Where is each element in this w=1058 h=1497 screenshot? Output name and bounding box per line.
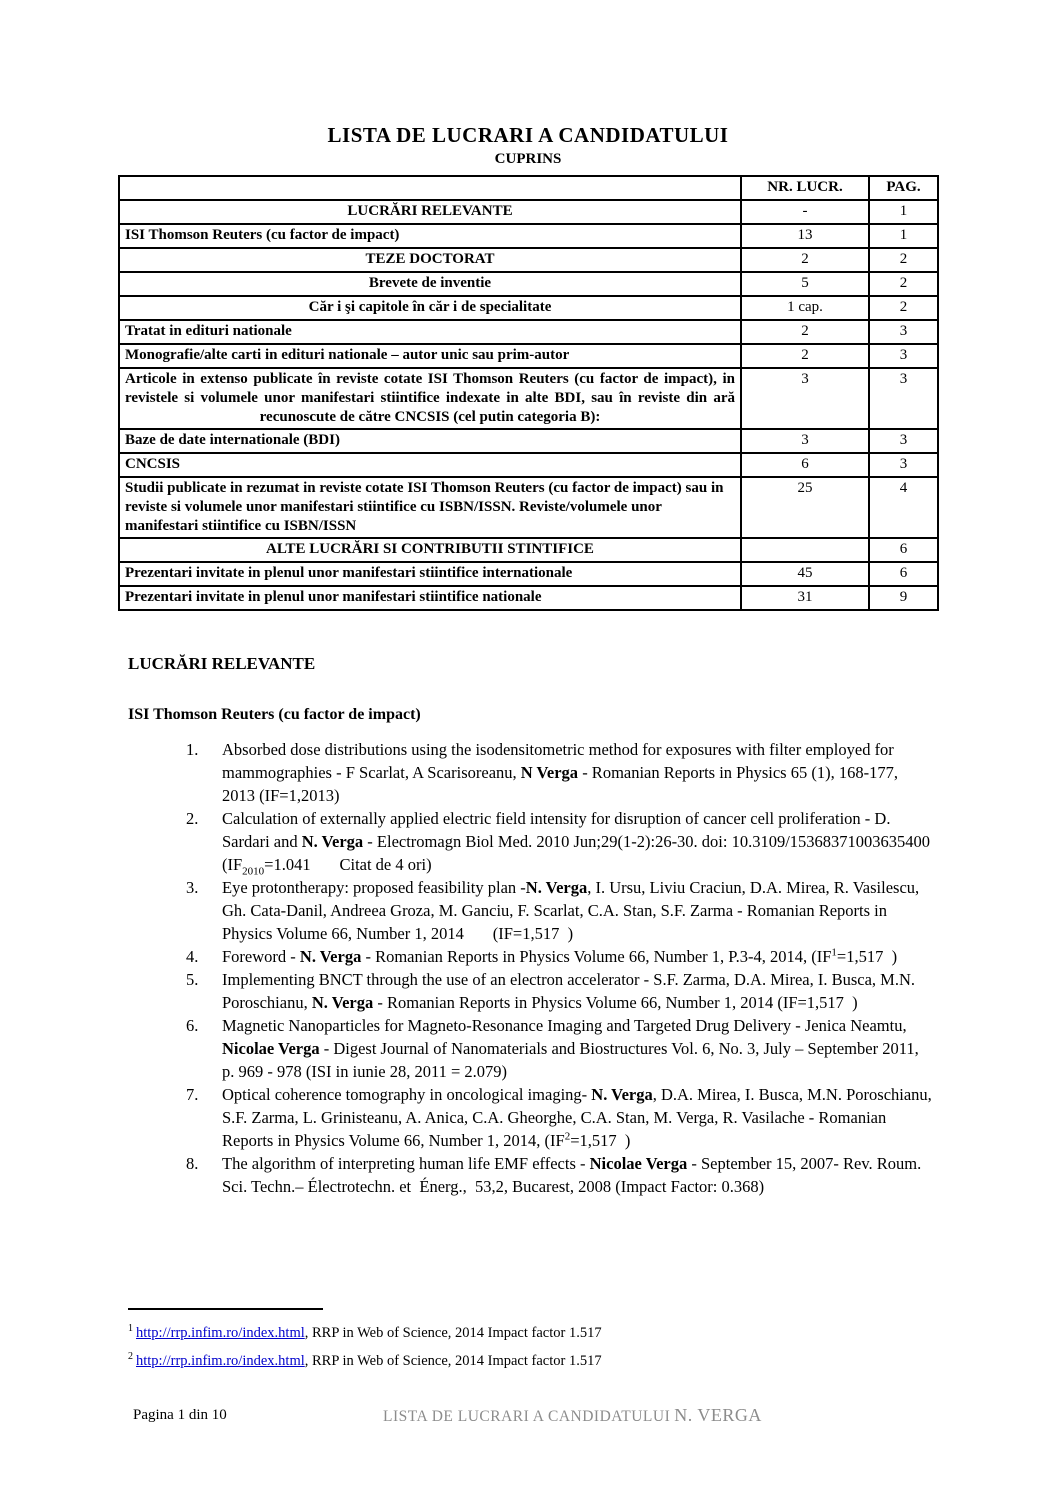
publication-text-segment: - Digest Journal of Nanomaterials and Biostructures Vol. 6, No. 3, July – September 2011, p. 969 - 978 (ISI in iunie 28, 2011 = 2.079) xyxy=(222,1039,923,1081)
contents-table xyxy=(118,175,939,611)
contents-table-row xyxy=(119,344,938,368)
contents-row-pag: 2 xyxy=(869,296,938,320)
contents-table-row xyxy=(119,453,938,477)
publication-text-segment: Calculation of externally applied electric field intensity for disruption of cancer cell proliferation - D. Sardari and xyxy=(222,809,895,851)
contents-table-row xyxy=(119,538,938,562)
contents-row-pag: 1 xyxy=(869,224,938,248)
contents-row-pag: 6 xyxy=(869,562,938,586)
contents-table-row xyxy=(119,272,938,296)
contents-table-header-row xyxy=(119,176,938,200)
contents-table-body xyxy=(119,200,938,610)
publication-text xyxy=(222,945,932,968)
author-name-bold: N. Verga xyxy=(301,832,364,851)
contents-row-label: ALTE LUCRĂRI SI CONTRIBUTII STINTIFICE xyxy=(119,538,741,562)
contents-row-label: Brevete de inventie xyxy=(119,272,741,296)
publication-item xyxy=(118,968,938,1014)
footnotes-block xyxy=(128,1308,888,1373)
publication-text-segment: The algorithm of interpreting human life EMF effects - xyxy=(222,1154,590,1173)
publication-number: 1. xyxy=(186,740,199,759)
contents-row-pag: 4 xyxy=(869,477,938,538)
author-name-bold: Nicolae Verga xyxy=(589,1154,688,1173)
publication-text xyxy=(222,968,932,1014)
contents-row-label: Studii publicate in rezumat in reviste cotate ISI Thomson Reuters (cu factor de impact) sau in reviste si volumele unor manifestari stiintifice cu ISBN/ISSN. Reviste/volumele unor manifestari stiintifice cu ISBN/ISSN xyxy=(119,477,741,538)
publication-text xyxy=(222,1083,936,1152)
contents-row-label: ISI Thomson Reuters (cu factor de impact) xyxy=(119,224,741,248)
publication-text-segment: Foreword - xyxy=(222,947,300,966)
publication-item xyxy=(118,738,938,807)
contents-row-nr-lucr: 2 xyxy=(741,320,869,344)
contents-row-nr-lucr xyxy=(741,538,869,562)
publication-text-segment: =1.041 Citat de 4 ori) xyxy=(264,855,432,874)
contents-table-row xyxy=(119,477,938,538)
footnote-link[interactable]: http://rrp.infim.ro/index.html xyxy=(136,1324,305,1341)
publication-number: 4. xyxy=(186,947,199,966)
author-name-bold: N. Verga xyxy=(525,878,588,897)
contents-row-nr-lucr: 3 xyxy=(741,368,869,429)
contents-row-nr-lucr: 13 xyxy=(741,224,869,248)
publication-number: 5. xyxy=(186,970,199,989)
publication-text xyxy=(222,1014,932,1083)
publication-text-segment: =1,517 ) xyxy=(570,1131,631,1150)
footnote-link[interactable]: http://rrp.infim.ro/index.html xyxy=(136,1352,305,1369)
page-footer xyxy=(0,1403,1058,1443)
contents-table-row xyxy=(119,320,938,344)
contents-row-nr-lucr: 6 xyxy=(741,453,869,477)
contents-row-nr-lucr: 25 xyxy=(741,477,869,538)
publication-text-segment: - Romanian Reports in Physics Volume 66, Number 1, 2014 (IF=1,517 ) xyxy=(373,993,858,1012)
contents-row-pag: 3 xyxy=(869,368,938,429)
publication-item xyxy=(118,1152,938,1198)
publication-text-segment: - Romanian Reports in Physics 65 (1), 168-177, 2013 (IF=1,2013) xyxy=(222,763,903,805)
contents-row-pag: 2 xyxy=(869,272,938,296)
footnote-line xyxy=(128,1345,888,1373)
contents-row-pag: 3 xyxy=(869,429,938,453)
publication-number: 8. xyxy=(186,1154,199,1173)
contents-header-pag: PAG. xyxy=(869,176,938,200)
page-title: LISTA DE LUCRARI A CANDIDATULUI xyxy=(327,123,729,147)
publication-text-segment: , D.A. Mirea, I. Busca, M.N. Poroschianu, S.F. Zarma, L. Grinisteanu, A. Anica, C.A. Gheorghe, C.A. Stan, M. Verga, R. Vasilache - Romanian Reports in Physics Volume 66, Number 1, 2014, (IF xyxy=(222,1085,936,1150)
footnote-lines xyxy=(128,1317,888,1373)
publication-text-segment: 2010 xyxy=(242,865,265,878)
publication-text-segment: Absorbed dose distributions using the isodensitometric method for exposures with filter employed for mammographies - F Scarlat, A Scarisoreanu, xyxy=(222,740,898,782)
footnote-separator xyxy=(128,1308,323,1310)
publication-item xyxy=(118,876,938,945)
contents-table-row xyxy=(119,586,938,610)
publication-text-segment: =1,517 ) xyxy=(836,947,898,966)
publication-text-segment: 2 xyxy=(564,1130,571,1143)
footer-document-label xyxy=(383,1405,762,1426)
publication-number: 6. xyxy=(186,1016,199,1035)
footnote-line xyxy=(128,1317,888,1345)
contents-row-pag: 6 xyxy=(869,538,938,562)
contents-row-pag: 3 xyxy=(869,344,938,368)
publication-text xyxy=(222,738,932,807)
footer-candidate-name: N. VERGA xyxy=(674,1405,762,1425)
publication-item xyxy=(118,945,938,968)
footnote-marker: 2 xyxy=(128,1350,133,1362)
contents-row-pag: 3 xyxy=(869,453,938,477)
contents-table-row xyxy=(119,368,938,429)
contents-header-empty xyxy=(119,176,741,200)
author-name-bold: N. Verga xyxy=(591,1085,653,1104)
contents-table-row xyxy=(119,296,938,320)
contents-row-label: Prezentari invitate in plenul unor manifestari stiintifice internationale xyxy=(119,562,741,586)
page-subtitle: CUPRINS xyxy=(494,151,562,167)
footer-doc-title: LISTA DE LUCRARI A CANDIDATULUI xyxy=(383,1408,671,1425)
contents-table-row xyxy=(119,224,938,248)
publication-text-segment: - September 15, 2007- Rev. Roum. Sci. Techn.– Électrotechn. et Énerg., 53,2, Bucarest, 2008 (Impact Factor: 0.368) xyxy=(222,1154,926,1196)
contents-row-pag: 1 xyxy=(869,200,938,224)
contents-header-nr-lucr: NR. LUCR. xyxy=(741,176,869,200)
contents-row-label: CNCSIS xyxy=(119,453,741,477)
publication-number: 3. xyxy=(186,878,199,897)
contents-row-nr-lucr: 2 xyxy=(741,344,869,368)
publication-text-segment: , I. Ursu, Liviu Craciun, D.A. Mirea, R. Vasilescu, Gh. Cata-Danil, Andreea Groza, M. Ganciu, F. Scarlat, C.A. Stan, S.F. Zarma - Romanian Reports in Physics Volume 66, Number 1, 2014 (IF=1,517 ) xyxy=(222,878,924,943)
footer-page-number: Pagina 1 din 10 xyxy=(133,1407,227,1423)
author-name-bold: N. Verga xyxy=(299,947,362,966)
footnote-marker: 1 xyxy=(128,1323,133,1334)
publication-text-segment: - Romanian Reports in Physics Volume 66, Number 1, P.3-4, 2014, (IF xyxy=(361,947,832,966)
contents-table-row xyxy=(119,562,938,586)
publication-text xyxy=(222,1152,932,1198)
publication-text-segment: - Electromagn Biol Med. 2010 Jun;29(1-2):26-30. doi: 10.3109/15368371003635400 (IF xyxy=(222,832,951,874)
publication-text-segment: Optical coherence tomography in oncological imaging- xyxy=(222,1085,592,1104)
contents-row-pag: 9 xyxy=(869,586,938,610)
section-heading-isi-thomson: ISI Thomson Reuters (cu factor de impact) xyxy=(128,706,421,723)
publication-item xyxy=(118,1083,938,1152)
contents-row-pag: 3 xyxy=(869,320,938,344)
contents-table-row xyxy=(119,248,938,272)
author-name-bold: N Verga xyxy=(520,763,579,782)
contents-row-nr-lucr: 5 xyxy=(741,272,869,296)
footnote-text: , RRP in Web of Science, 2014 Impact factor 1.517 xyxy=(304,1324,602,1341)
contents-row-label: Prezentari invitate in plenul unor manifestari stiintifice nationale xyxy=(119,586,741,610)
contents-row-label: Baze de date internationale (BDI) xyxy=(119,429,741,453)
publication-text-segment: Eye protontherapy: proposed feasibility plan - xyxy=(222,878,526,897)
contents-row-pag: 2 xyxy=(869,248,938,272)
section-heading-lucrari-relevante: LUCRĂRI RELEVANTE xyxy=(128,654,316,673)
publication-number: 7. xyxy=(186,1085,199,1104)
publication-text xyxy=(222,876,932,945)
author-name-bold: Nicolae Verga xyxy=(222,1039,320,1058)
contents-row-label: Articole in extenso publicate în reviste cotate ISI Thomson Reuters (cu factor de impact), in revistele si volumele unor manifestari stiintifice indexate in alte BDI, sau în reviste din ară recunoscute de către CNCSIS (cel putin categoria B): xyxy=(119,368,741,429)
contents-table-row xyxy=(119,429,938,453)
contents-row-label: LUCRĂRI RELEVANTE xyxy=(119,200,741,224)
publication-list xyxy=(118,738,951,1198)
author-name-bold: N. Verga xyxy=(311,993,374,1012)
contents-row-label: Tratat in edituri nationale xyxy=(119,320,741,344)
publication-item xyxy=(118,1014,938,1083)
publication-text xyxy=(222,807,951,878)
contents-row-nr-lucr: 45 xyxy=(741,562,869,586)
contents-row-label: Monografie/alte carti in edituri nationale – autor unic sau prim-autor xyxy=(119,344,741,368)
contents-row-label: TEZE DOCTORAT xyxy=(119,248,741,272)
contents-row-nr-lucr: - xyxy=(741,200,869,224)
contents-row-nr-lucr: 3 xyxy=(741,429,869,453)
publication-text-segment: Magnetic Nanoparticles for Magneto-Resonance Imaging and Targeted Drug Delivery - Jenica Neamtu, xyxy=(222,1016,911,1035)
contents-row-nr-lucr: 2 xyxy=(741,248,869,272)
contents-row-nr-lucr: 31 xyxy=(741,586,869,610)
publication-number: 2. xyxy=(186,809,199,828)
contents-table-row xyxy=(119,200,938,224)
publication-text-segment: Implementing BNCT through the use of an electron accelerator - S.F. Zarma, D.A. Mirea, I. Busca, M.N. Poroschianu, xyxy=(222,970,920,1012)
contents-row-label: Căr i şi capitole în căr i de specialitate xyxy=(119,296,741,320)
footnote-text: , RRP in Web of Science, 2014 Impact factor 1.517 xyxy=(304,1352,602,1369)
contents-row-nr-lucr: 1 cap. xyxy=(741,296,869,320)
publication-text-segment: 1 xyxy=(831,946,837,959)
publication-item xyxy=(118,807,951,878)
